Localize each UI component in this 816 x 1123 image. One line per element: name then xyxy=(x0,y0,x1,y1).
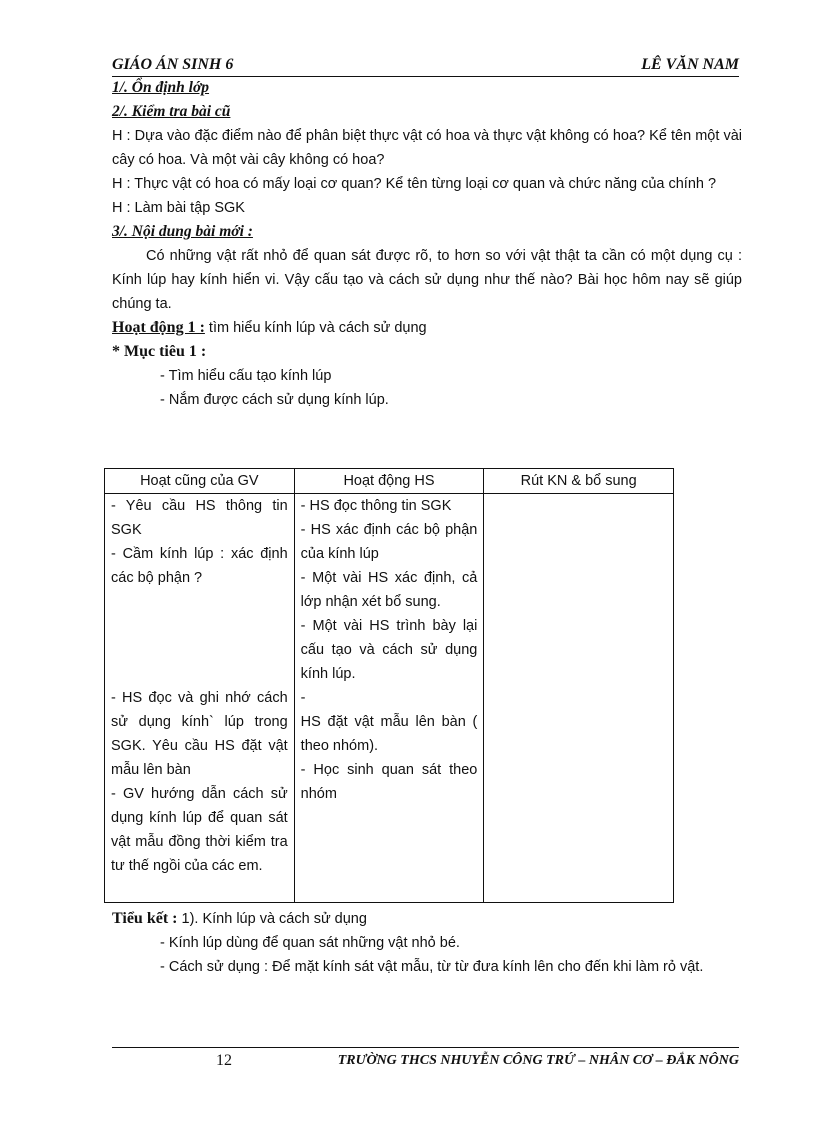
teacher-activities-cell xyxy=(105,494,295,903)
summary-title-text: 1). Kính lúp và cách sử dụng xyxy=(177,911,367,927)
question-3: H : Làm bài tập SGK xyxy=(112,200,245,216)
school-name: TRƯỜNG THCS NHUYỄN CÔNG TRỨ – NHÂN CƠ – ĐẮK NÔNG xyxy=(337,1053,739,1068)
activity-1 xyxy=(112,316,742,340)
lesson-body xyxy=(112,76,742,412)
table-row xyxy=(105,494,674,903)
header-teacher: Hoạt cũng của GV xyxy=(105,469,295,494)
student-activities-cell xyxy=(294,494,484,903)
summary-title xyxy=(112,907,742,931)
section-1-text: 1/. Ổn định lớp xyxy=(112,79,210,96)
section-3-text: 3/. Nội dung bài mới : xyxy=(112,223,253,240)
notes-cell xyxy=(484,494,674,903)
page-header xyxy=(112,54,739,77)
intro-paragraph: Có những vật rất nhỏ để quan sát được rõ, to hơn so với vật thật ta cần có một dụng cụ : Kính lúp hay kính hiển vi. Vậy cấu tạo và cách sử dụng như thế nào? Bài học hôm nay sẽ giúp chúng ta. xyxy=(112,248,742,312)
teacher-activity: - Cầm kính lúp : xác định các bộ phận ? xyxy=(111,546,288,586)
header-student: Hoạt động HS xyxy=(294,469,484,494)
summary-line: - Cách sử dụng : Để mặt kính sát vật mẫu, từ từ đưa kính lên cho đến khi làm rỏ vật. xyxy=(160,959,704,975)
student-activity: HS đặt vật mẫu lên bàn ( theo nhóm). xyxy=(300,714,478,754)
header-notes: Rút KN & bổ sung xyxy=(484,469,674,494)
teacher-activity: - GV hướng dẫn cách sử dụng kính lúp để quan sát vật mẫu đồng thời kiểm tra tư thế ngồi của các em. xyxy=(111,786,288,874)
goal-heading: * Mục tiêu 1 : xyxy=(112,343,207,360)
activity-text: tìm hiểu kính lúp và cách sử dụng xyxy=(204,320,427,336)
student-activity: - Một vài HS xác định, cả lớp nhận xét bổ sung. xyxy=(300,570,478,610)
student-activity: - xyxy=(300,690,306,706)
goal-item: - Nắm được cách sử dụng kính lúp. xyxy=(160,392,389,408)
question-2: H : Thực vật có hoa có mấy loại cơ quan? Kể tên từng loại cơ quan và chức năng của chính ? xyxy=(112,176,717,192)
section-1-heading xyxy=(112,76,742,100)
page-footer xyxy=(112,1047,739,1078)
student-activity: - HS xác định các bộ phận của kính lúp xyxy=(300,522,478,562)
student-activity: - HS đọc thông tin SGK xyxy=(300,498,452,514)
goal-item: - Tìm hiểu cấu tạo kính lúp xyxy=(160,368,332,384)
summary-line: - Kính lúp dùng để quan sát những vật nhỏ bé. xyxy=(160,935,460,951)
activity-label: Hoạt động 1 : xyxy=(112,319,205,336)
teacher-spacer xyxy=(111,590,288,686)
activity-table xyxy=(104,468,674,903)
summary-label: Tiểu kết : xyxy=(112,910,178,927)
teacher-activity: - Yêu cầu HS thông tin SGK xyxy=(111,498,288,538)
page-number: 12 xyxy=(216,1052,232,1069)
student-activity: - Học sinh quan sát theo nhóm xyxy=(300,762,478,802)
student-activity: - Một vài HS trình bày lại cấu tạo và cách sử dụng kính lúp. xyxy=(300,618,478,682)
teacher-activity: - HS đọc và ghi nhớ cách sử dụng kính` lúp trong SGK. Yêu cầu HS đặt vật mẫu lên bàn xyxy=(111,690,288,778)
section-3-heading xyxy=(112,220,742,244)
header-author: LÊ VĂN NAM xyxy=(641,56,739,73)
section-2-text: 2/. Kiểm tra bài cũ xyxy=(112,103,231,120)
header-subject: GIÁO ÁN SINH 6 xyxy=(112,56,234,73)
section-2-heading xyxy=(112,100,742,124)
question-1: H : Dựa vào đặc điểm nào để phân biệt thực vật có hoa và thực vật không có hoa? Kể tên một vài cây có hoa. Và một vài cây không có hoa? xyxy=(112,128,742,168)
table-header-row xyxy=(105,469,674,494)
summary-block xyxy=(112,907,742,979)
